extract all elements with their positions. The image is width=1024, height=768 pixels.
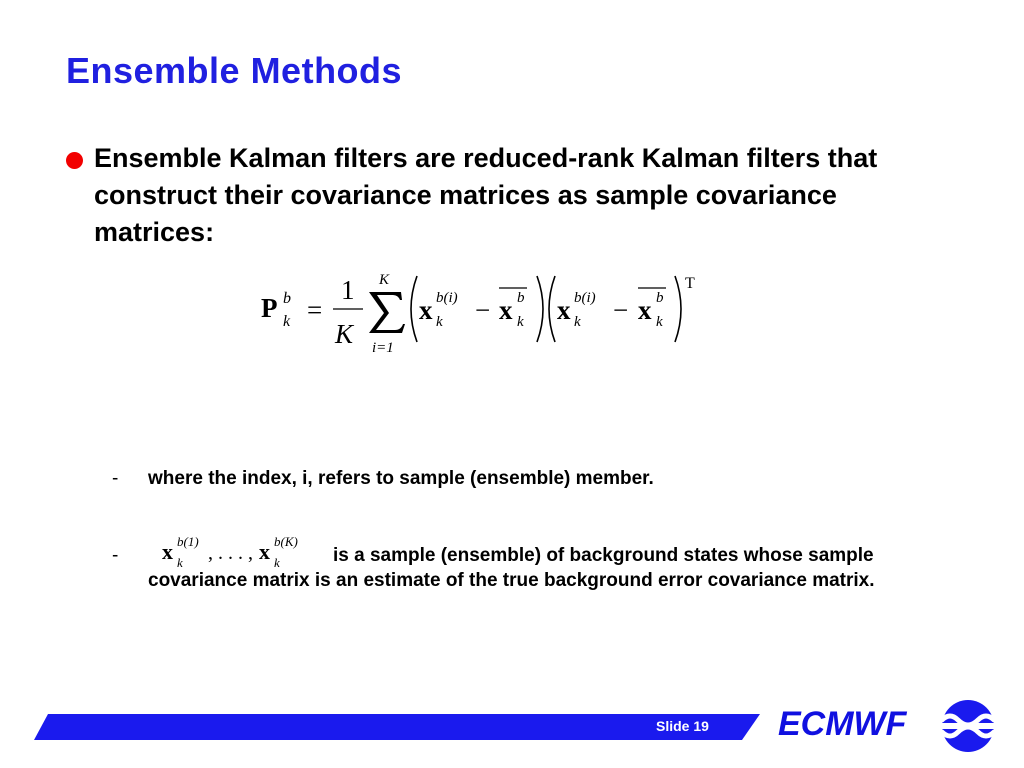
formula-term-sup-2: b(i) [574,290,596,306]
formula-mean-sub: k [517,314,524,330]
covariance-formula [255,264,715,359]
footer-stripe [34,714,760,740]
formula-equals: = [307,295,323,325]
formula-term-symbol: x [419,295,433,325]
formula-mean-sup: b [517,290,525,306]
slide-number: Slide 19 [656,718,709,734]
formula-mean-symbol: x [499,295,513,325]
ecmwf-logo-icon [936,698,1000,754]
formula-lhs-sup: b [283,290,291,307]
formula-mean-sup-2: b [656,290,664,306]
formula-frac-den: K [335,319,354,349]
inline-symbol-first: x [162,539,173,564]
formula-mean-symbol-2: x [638,295,652,325]
inline-symbol-last: x [259,539,270,564]
formula-term-sub: k [436,314,443,330]
formula-term-symbol-2: x [557,295,571,325]
formula-lhs-symbol: P [261,293,278,323]
inline-sub-last: k [274,555,280,570]
formula-minus: − [475,295,491,325]
sigma-icon [369,292,405,333]
slide-title: Ensemble Methods [66,50,403,91]
inline-sup-last: b(K) [274,534,298,549]
sub-bullet-text: is a sample (ensemble) of background states whose sample covariance matrix is an estimate of the true background error covariance matrix. [148,545,875,591]
formula-mean-sub-2: k [656,314,663,330]
formula-frac-num: 1 [341,275,355,305]
formula-term-sub-2: k [574,314,581,330]
dash-marker: - [112,468,119,489]
right-paren-icon [537,276,543,342]
formula-minus-2: − [613,295,629,325]
red-bullet-icon [66,152,83,169]
formula-sum-lower: i=1 [372,340,394,356]
main-bullet-text: Ensemble Kalman filters are reduced-rank Kalman filters that construct their covariance matrices as sample covariance matrices: [94,143,878,247]
right-paren-icon [675,276,681,342]
formula-lhs-sub: k [283,313,291,330]
inline-sup-first: b(1) [177,534,199,549]
formula-term-sup: b(i) [436,290,458,306]
sub-bullet-text: where the index, i, refers to sample (ensemble) member. [148,468,654,489]
inline-sub-first: k [177,555,183,570]
left-paren-icon [411,276,417,342]
inline-ellipsis: , . . . , [208,542,253,564]
formula-transpose: T [685,275,695,292]
formula-sum-upper: K [379,272,390,288]
left-paren-icon [549,276,555,342]
dash-marker: - [112,545,119,566]
ecmwf-brand: ECMWF [778,705,907,743]
